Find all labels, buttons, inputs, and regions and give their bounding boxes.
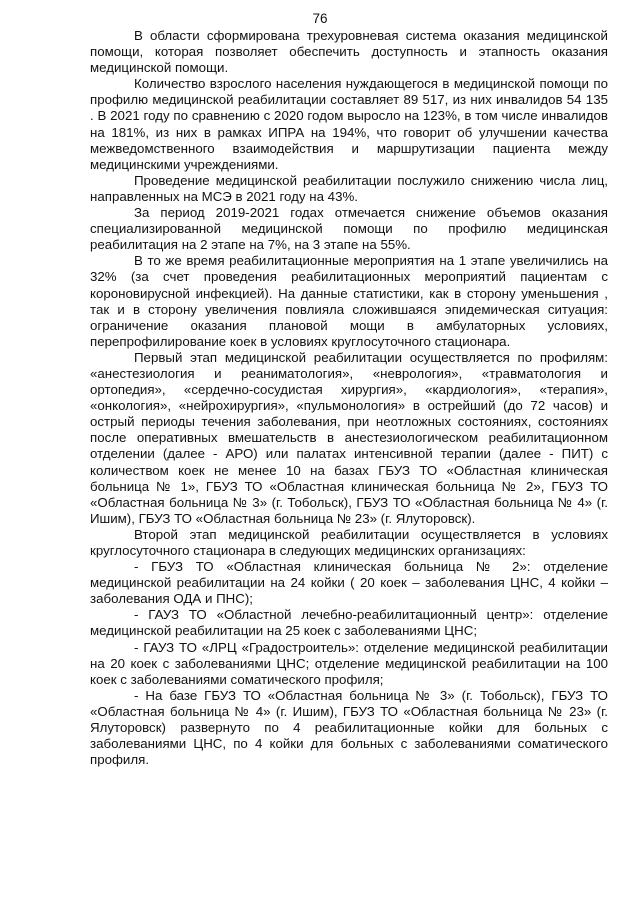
paragraph-adult-population: Количество взрослого населения нуждающегося в медицинской помощи по профилю медицинской реабилитации составляет 89 517, из них инвалидов 54 135 . В 2021 году по сравнению с 2020 годом выросло на 123%, в том числе инвалидов на 181%, из них в рамках ИПРА на 194%, что говорит об улучшении качества межведомственного взаимодействия и маршрутизации пациента между медицинскими учреждениями.	[90, 76, 608, 172]
paragraph-second-stage-intro: Второй этап медицинской реабилитации осуществляется в условиях круглосуточного стационара в следующих медицинских организациях:	[90, 526, 608, 558]
paragraph-first-stage-increase: В то же время реабилитационные мероприятия на 1 этапе увеличились на 32% (за счет проведения реабилитационных мероприятий пациентам с короновирусной инфекцией). На данные статистики, как в сторону уменьшения , так и в сторону увеличения повлияла сложившаяся эпидемическая ситуация: ограничение оказания плановой мощи в амбулаторных условиях, перепрофилирование коек в условиях круглосуточного стационара.	[90, 253, 608, 349]
list-item-okb2: - ГБУЗ ТО «Областная клиническая больница № 2»: отделение медицинской реабилитации на 24 койки ( 20 коек – заболевания ЦНС, 4 койки – заболевания ОДА и ПНС);	[90, 559, 608, 607]
page-number: 76	[312, 11, 328, 26]
paragraph-mse-reduction: Проведение медицинской реабилитации послужило снижению числа лиц, направленных на МСЭ в 2021 году на 43%.	[90, 172, 608, 204]
paragraph-three-level-system: В области сформирована трехуровневая система оказания медицинской помощи, которая позволяет обеспечить доступность и этапность оказания медицинской помощи.	[90, 28, 608, 76]
list-item-olrc: - ГАУЗ ТО «Областной лечебно-реабилитационный центр»: отделение медицинской реабилитации на 25 коек с заболеваниями ЦНС;	[90, 607, 608, 639]
list-item-regional-hospitals: - На базе ГБУЗ ТО «Областная больница № 3» (г. Тобольск), ГБУЗ ТО «Областная больница № 4» (г. Ишим), ГБУЗ ТО «Областная больница № 23» (г. Ялуторовск) развернуто по 4 реабилитационные койки для больных с заболеваниями ЦНС, по 4 койки для больных с заболеваниями соматического профиля.	[90, 687, 608, 768]
document-body	[90, 28, 608, 768]
paragraph-first-stage-profiles: Первый этап медицинской реабилитации осуществляется по профилям: «анестезиология и реаниматология», «неврология», «травматология и ортопедия», «сердечно-сосудистая хирургия», «кардиология», «терапия», «онкология», «нейрохирургия», «пульмонология» в острейший (до 72 часов) и острый периоды течения заболевания, при неотложных состояниях, состояниях после оперативных вмешательств в анестезиологическом реабилитационном отделении (далее - АРО) или палатах интенсивной терапии (далее - ПИТ) с количеством коек не менее 10 на базах ГБУЗ ТО «Областная клиническая больница № 1», ГБУЗ ТО «Областная клиническая больница № 2», ГБУЗ ТО «Областная больница № 3» (г. Тобольск), ГБУЗ ТО «Областная больница № 4» (г. Ишим), ГБУЗ ТО «Областная больница № 23» (г. Ялуторовск).	[90, 349, 608, 526]
list-item-lrc-gradostroitel: - ГАУЗ ТО «ЛРЦ «Градостроитель»: отделение медицинской реабилитации на 20 коек с заболеваниями ЦНС; отделение медицинской реабилитации на 100 коек с заболеваниями соматического профиля;	[90, 639, 608, 687]
paragraph-volume-decrease: За период 2019-2021 годах отмечается снижение объемов оказания специализированной медицинской помощи по профилю медицинская реабилитация на 2 этапе на 7%, на 3 этапе на 55%.	[90, 205, 608, 253]
